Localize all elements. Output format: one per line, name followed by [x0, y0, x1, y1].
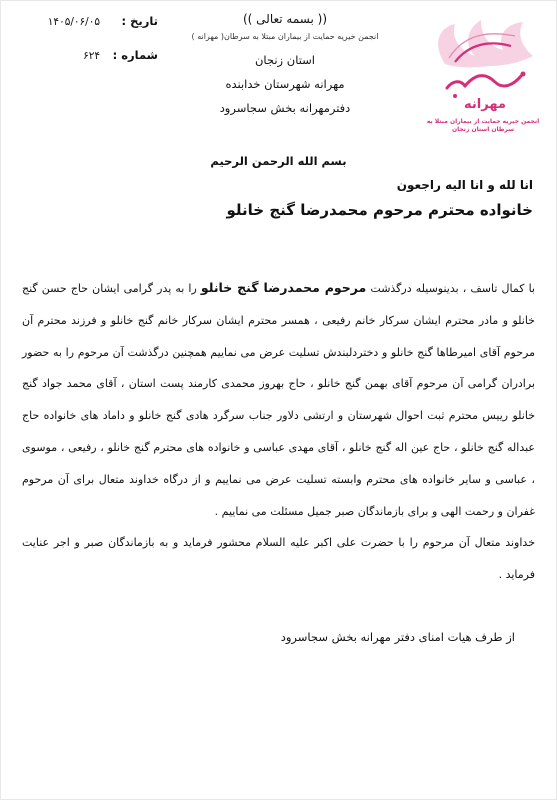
number-label: شماره :: [112, 48, 158, 62]
paragraph-main: [22, 272, 535, 527]
address-block: [150, 48, 420, 120]
letter-meta: [8, 14, 158, 82]
paragraph-prayer: خداوند متعال آن مرحوم را با حضرت علی اکبر علیه السلام محشور فرماید و به بازماندگان صبر و اجر عنایت فرماید .: [22, 536, 535, 582]
address-office: دفترمهرانه بخش سجاسرود: [219, 101, 351, 115]
date-value: ۱۴۰۵/۰۶/۰۵: [47, 16, 100, 28]
condolence-verse: انا لله و انا الیه راجعون: [396, 178, 533, 192]
letter-body: [22, 272, 535, 591]
date-row: [8, 14, 158, 48]
paragraph-main-body: را به پدر گرامی ایشان حاج حسن گنج خانلو و مادر محترم ایشان سرکار خانم رفیعی ، همسر محترم ایشان سرکار خانم گنج خانلو و فرزند محترم آن مرحوم آقای امیرطاها گنج خانلو و دختردلبندش تسلیت عرض می نماییم همچنین درگذشت آن مرحوم را به حضور برادران گرامی آن مرحوم آقای بهمن گنج خانلو ، حاج بهروز محمدی کارمند پست استان ، آقای محمد جواد گنج خانلو رییس محترم ثبت احوال شهرستان و ارتشی دلاور جناب سرگرد هادی گنج خانلو و داماد های خانواده حاج عبداله گنج خانلو ، حاج عین اله گنج خانلو ، آقای مهدی عباسی و خانواده های محترم گنج خانلو ، رفیعی ، موسوی ، عباسی و سایر خانواده های محترم وابسته تسلیت عرض می نماییم و از درگاه خداوند متعال برای آن مرحوم غفران و رحمت الهی و برای بازماندگان صبر جمیل مسئلت می نماییم .: [22, 282, 535, 518]
mehraneh-logo: [425, 16, 543, 116]
number-value: ۶۲۴: [83, 50, 100, 62]
date-label: تاریخ :: [121, 14, 158, 28]
header-basmala: (( بسمه تعالی )): [242, 12, 328, 26]
deceased-name: مرحوم محمدرضا گنج خانلو: [200, 280, 367, 295]
number-row: [8, 48, 158, 82]
logo-wordmark: مهرانه: [464, 97, 506, 112]
organization-name: انجمن خیریه حمایت از بیماران مبتلا به سرطان( مهرانه ): [191, 32, 379, 41]
address-city: مهرانه شهرستان خدابنده: [225, 77, 345, 91]
logo-subtitle: انجمن خیریه حمایت از بیماران مبتلا به سرطان استان زنجان: [426, 118, 540, 133]
letter-header: [150, 10, 420, 120]
paragraph-main-intro: با کمال تاسف ، بدینوسیله درگذشت: [366, 282, 535, 295]
signoff: از طرف هیات امنای دفتر مهرانه بخش سجاسرود: [280, 630, 515, 644]
address-province: استان زنجان: [254, 53, 316, 67]
basmala-salutation: بسم الله الرحمن الرحیم: [210, 154, 347, 168]
recipient-line: خانواده محترم مرحوم محمدرضا گنج خانلو: [226, 201, 533, 219]
